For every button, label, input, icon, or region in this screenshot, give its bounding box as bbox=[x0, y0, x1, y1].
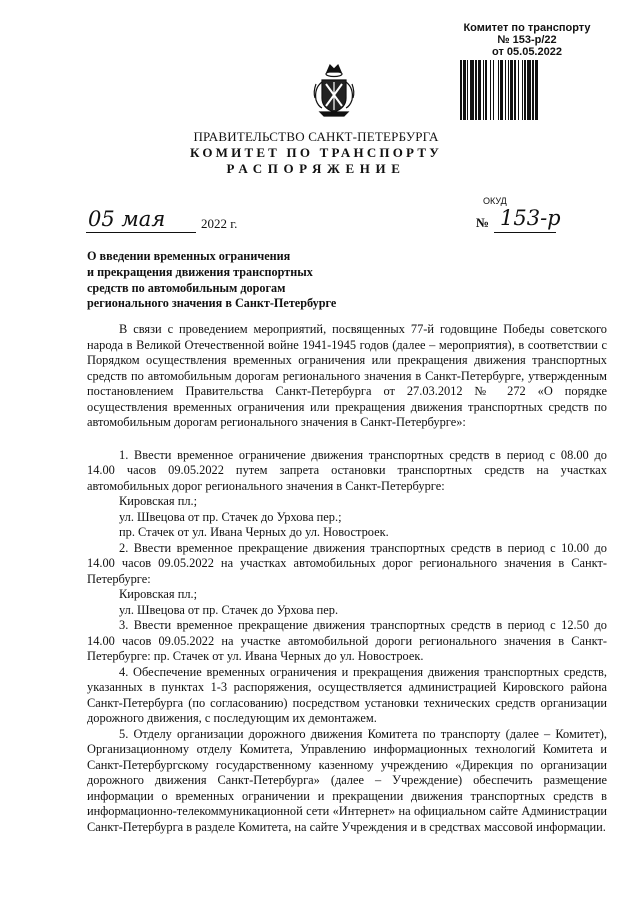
document-title bbox=[87, 249, 336, 312]
title-line: О введении временных ограничения bbox=[87, 249, 291, 263]
item-1-road: пр. Стачек от ул. Ивана Черных до ул. Новостроек. bbox=[119, 525, 389, 539]
stamp-line-2: № 153-р/22 bbox=[497, 34, 557, 46]
number-label: № bbox=[476, 215, 490, 230]
barcode bbox=[458, 60, 598, 120]
item-1-road: ул. Швецова от пр. Стачек до Урхова пер.; bbox=[119, 509, 342, 524]
title-line: средств по автомобильным дорогам bbox=[87, 280, 286, 295]
date-year: 2022 г. bbox=[201, 216, 238, 231]
item-3: 3. Ввести временное прекращение движения транспортных средств в период с 12.50 до 14.00 часов 09.05.2022 на участке автомобильной дороги регионального значения в Санкт-Петербурге: пр. Стачек от ул. Ивана Черных до ул. Новостроек. bbox=[87, 618, 607, 663]
item-2-road: Кировская пл.; bbox=[119, 587, 198, 601]
title-line: и прекращения движения транспортных bbox=[87, 264, 313, 279]
stamp-line-1: Комитет по транспорту bbox=[463, 22, 591, 34]
okud-label: ОКУД bbox=[483, 196, 507, 206]
item-1-road: Кировская пл.; bbox=[119, 494, 198, 508]
committee-name: КОМИТЕТ ПО ТРАНСПОРТУ bbox=[190, 145, 442, 160]
stamp-line-3: от 05.05.2022 bbox=[492, 46, 562, 58]
item-2-road: ул. Швецова от пр. Стачек до Урхова пер. bbox=[119, 602, 339, 617]
document-type: РАСПОРЯЖЕНИЕ bbox=[226, 161, 406, 176]
registration-stamp bbox=[452, 22, 602, 58]
item-1: 1. Ввести временное ограничение движения транспортных средств в период с 08.00 до 14.00 часов 09.05.2022 путем запрета остановки транспортных средств на участках автомобильных дорог регионального значения в Санкт-Петербурге: bbox=[87, 447, 607, 493]
title-line: регионального значения в Санкт-Петербурге bbox=[87, 296, 337, 311]
document-body bbox=[87, 322, 607, 835]
government-name: ПРАВИТЕЛЬСТВО САНКТ-ПЕТЕРБУРГА bbox=[193, 129, 439, 144]
item-5: 5. Отделу организации дорожного движения Комитета по транспорту (далее – Комитет), Организационному отделу Комитета, Управлению информационных технологий Комитета и Санкт-Петербургскому государственному казенному учреждению «Дирекция по организации дорожного движения Санкт-Петербурга» (далее – Учреждение) обеспечить размещение информации о временных ограничении и прекращении движения транспортных средств в информационно-телекоммуникационной сети «Интернет» на официальном сайте Администрации Санкт-Петербурга в разделе Комитета, на сайте Учреждения и в средствах массовой информации. bbox=[87, 726, 607, 834]
date-handwritten: 05 мая bbox=[88, 207, 166, 231]
preamble: В связи с проведением мероприятий, посвященных 77-й годовщине Победы советского народа в Великой Отечественной войне 1941-1945 годов (далее – мероприятия), в соответствии с Порядком осуществления временных ограничения или прекращения движения транспортных средств по автомобильным дорогам регионального значения в Санкт-Петербурге, утвержденным постановлением Правительства Санкт-Петербурга от 27.03.2012 № 272 «О порядке осуществления временных ограничения или прекращения движения транспортных средств по автомобильным дорогам регионального значения в Санкт-Петербурге»: bbox=[87, 322, 607, 429]
item-2: 2. Ввести временное прекращение движения транспортных средств в период с 10.00 до 14.00 часов 09.05.2022 на участках автомобильных дорог регионального значения в Санкт-Петербурге: bbox=[87, 540, 607, 586]
number-handwritten: 153-р bbox=[500, 206, 561, 230]
item-4: 4. Обеспечение временных ограничения и прекращения движения транспортных средств, указанных в пунктах 1-3 распоряжения, осуществляется администрацией Кировского района Санкт-Петербурга (по согласованию) посредством установки технических средств организации дорожного движения, с последующим их демонтажем. bbox=[87, 664, 607, 725]
coat-of-arms-icon bbox=[312, 62, 356, 118]
